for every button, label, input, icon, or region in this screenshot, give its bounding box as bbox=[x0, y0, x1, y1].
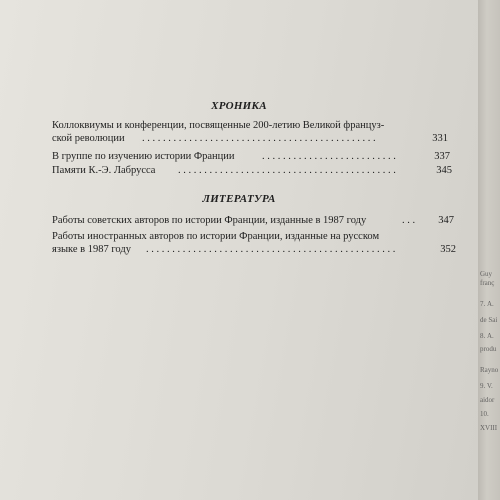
adjacent-text-fragment: 8. А. bbox=[480, 332, 494, 340]
adjacent-text-fragment: 10. bbox=[480, 410, 489, 418]
dot-leader: . . . . . . . . . . . . . . . . . . . . . . . . . . . . . . . . . . . . . . . . . . bbox=[178, 165, 396, 176]
page-number: 347 bbox=[438, 215, 454, 226]
dot-leader: . . . bbox=[402, 215, 416, 226]
toc-entry-line: Работы советских авторов по истории Франции, изданные в 1987 году bbox=[52, 215, 367, 226]
dot-leader: . . . . . . . . . . . . . . . . . . . . . . . . . . bbox=[262, 151, 396, 162]
dot-leader: . . . . . . . . . . . . . . . . . . . . . . . . . . . . . . . . . . . . . . . . . . . . . . . . bbox=[146, 244, 396, 255]
adjacent-text-fragment: 9. V. bbox=[480, 382, 493, 390]
toc-entry-line: Работы иностранных авторов по истории Франции, изданные на русском bbox=[52, 231, 380, 242]
adjacent-text-fragment: de Sai bbox=[480, 316, 498, 324]
section-heading-chronicle: ХРОНИКА bbox=[211, 100, 267, 112]
toc-entry-line: ской революции bbox=[52, 133, 125, 144]
adjacent-page-edge bbox=[478, 0, 500, 500]
page-number: 337 bbox=[434, 151, 450, 162]
page-number: 345 bbox=[436, 165, 452, 176]
toc-entry-line: языке в 1987 году bbox=[52, 244, 131, 255]
adjacent-text-fragment: Guy bbox=[480, 270, 493, 278]
page-number: 331 bbox=[432, 133, 448, 144]
adjacent-text-fragment: 7. А. bbox=[480, 300, 494, 308]
dot-leader: . . . . . . . . . . . . . . . . . . . . . . . . . . . . . . . . . . . . . . . . . . . . . bbox=[142, 133, 376, 144]
adjacent-text-fragment: XVIII bbox=[480, 424, 498, 432]
adjacent-text-fragment: aidor bbox=[480, 396, 495, 404]
toc-entry-line: Памяти К.-Э. Лабрусса bbox=[52, 165, 156, 176]
toc-entry-line: Коллоквиумы и конференции, посвященные 200-летию Великой француз- bbox=[52, 120, 385, 131]
adjacent-text-fragment: Rayno bbox=[480, 366, 499, 374]
section-heading-literature: ЛИТЕРАТУРА bbox=[202, 193, 276, 205]
toc-entry-soviet-works bbox=[52, 214, 432, 227]
toc-entry-line: В группе по изучению истории Франции bbox=[52, 151, 235, 162]
adjacent-text-fragment: produ bbox=[480, 345, 497, 353]
page-number: 352 bbox=[440, 244, 456, 255]
adjacent-text-fragment: franç bbox=[480, 279, 495, 287]
